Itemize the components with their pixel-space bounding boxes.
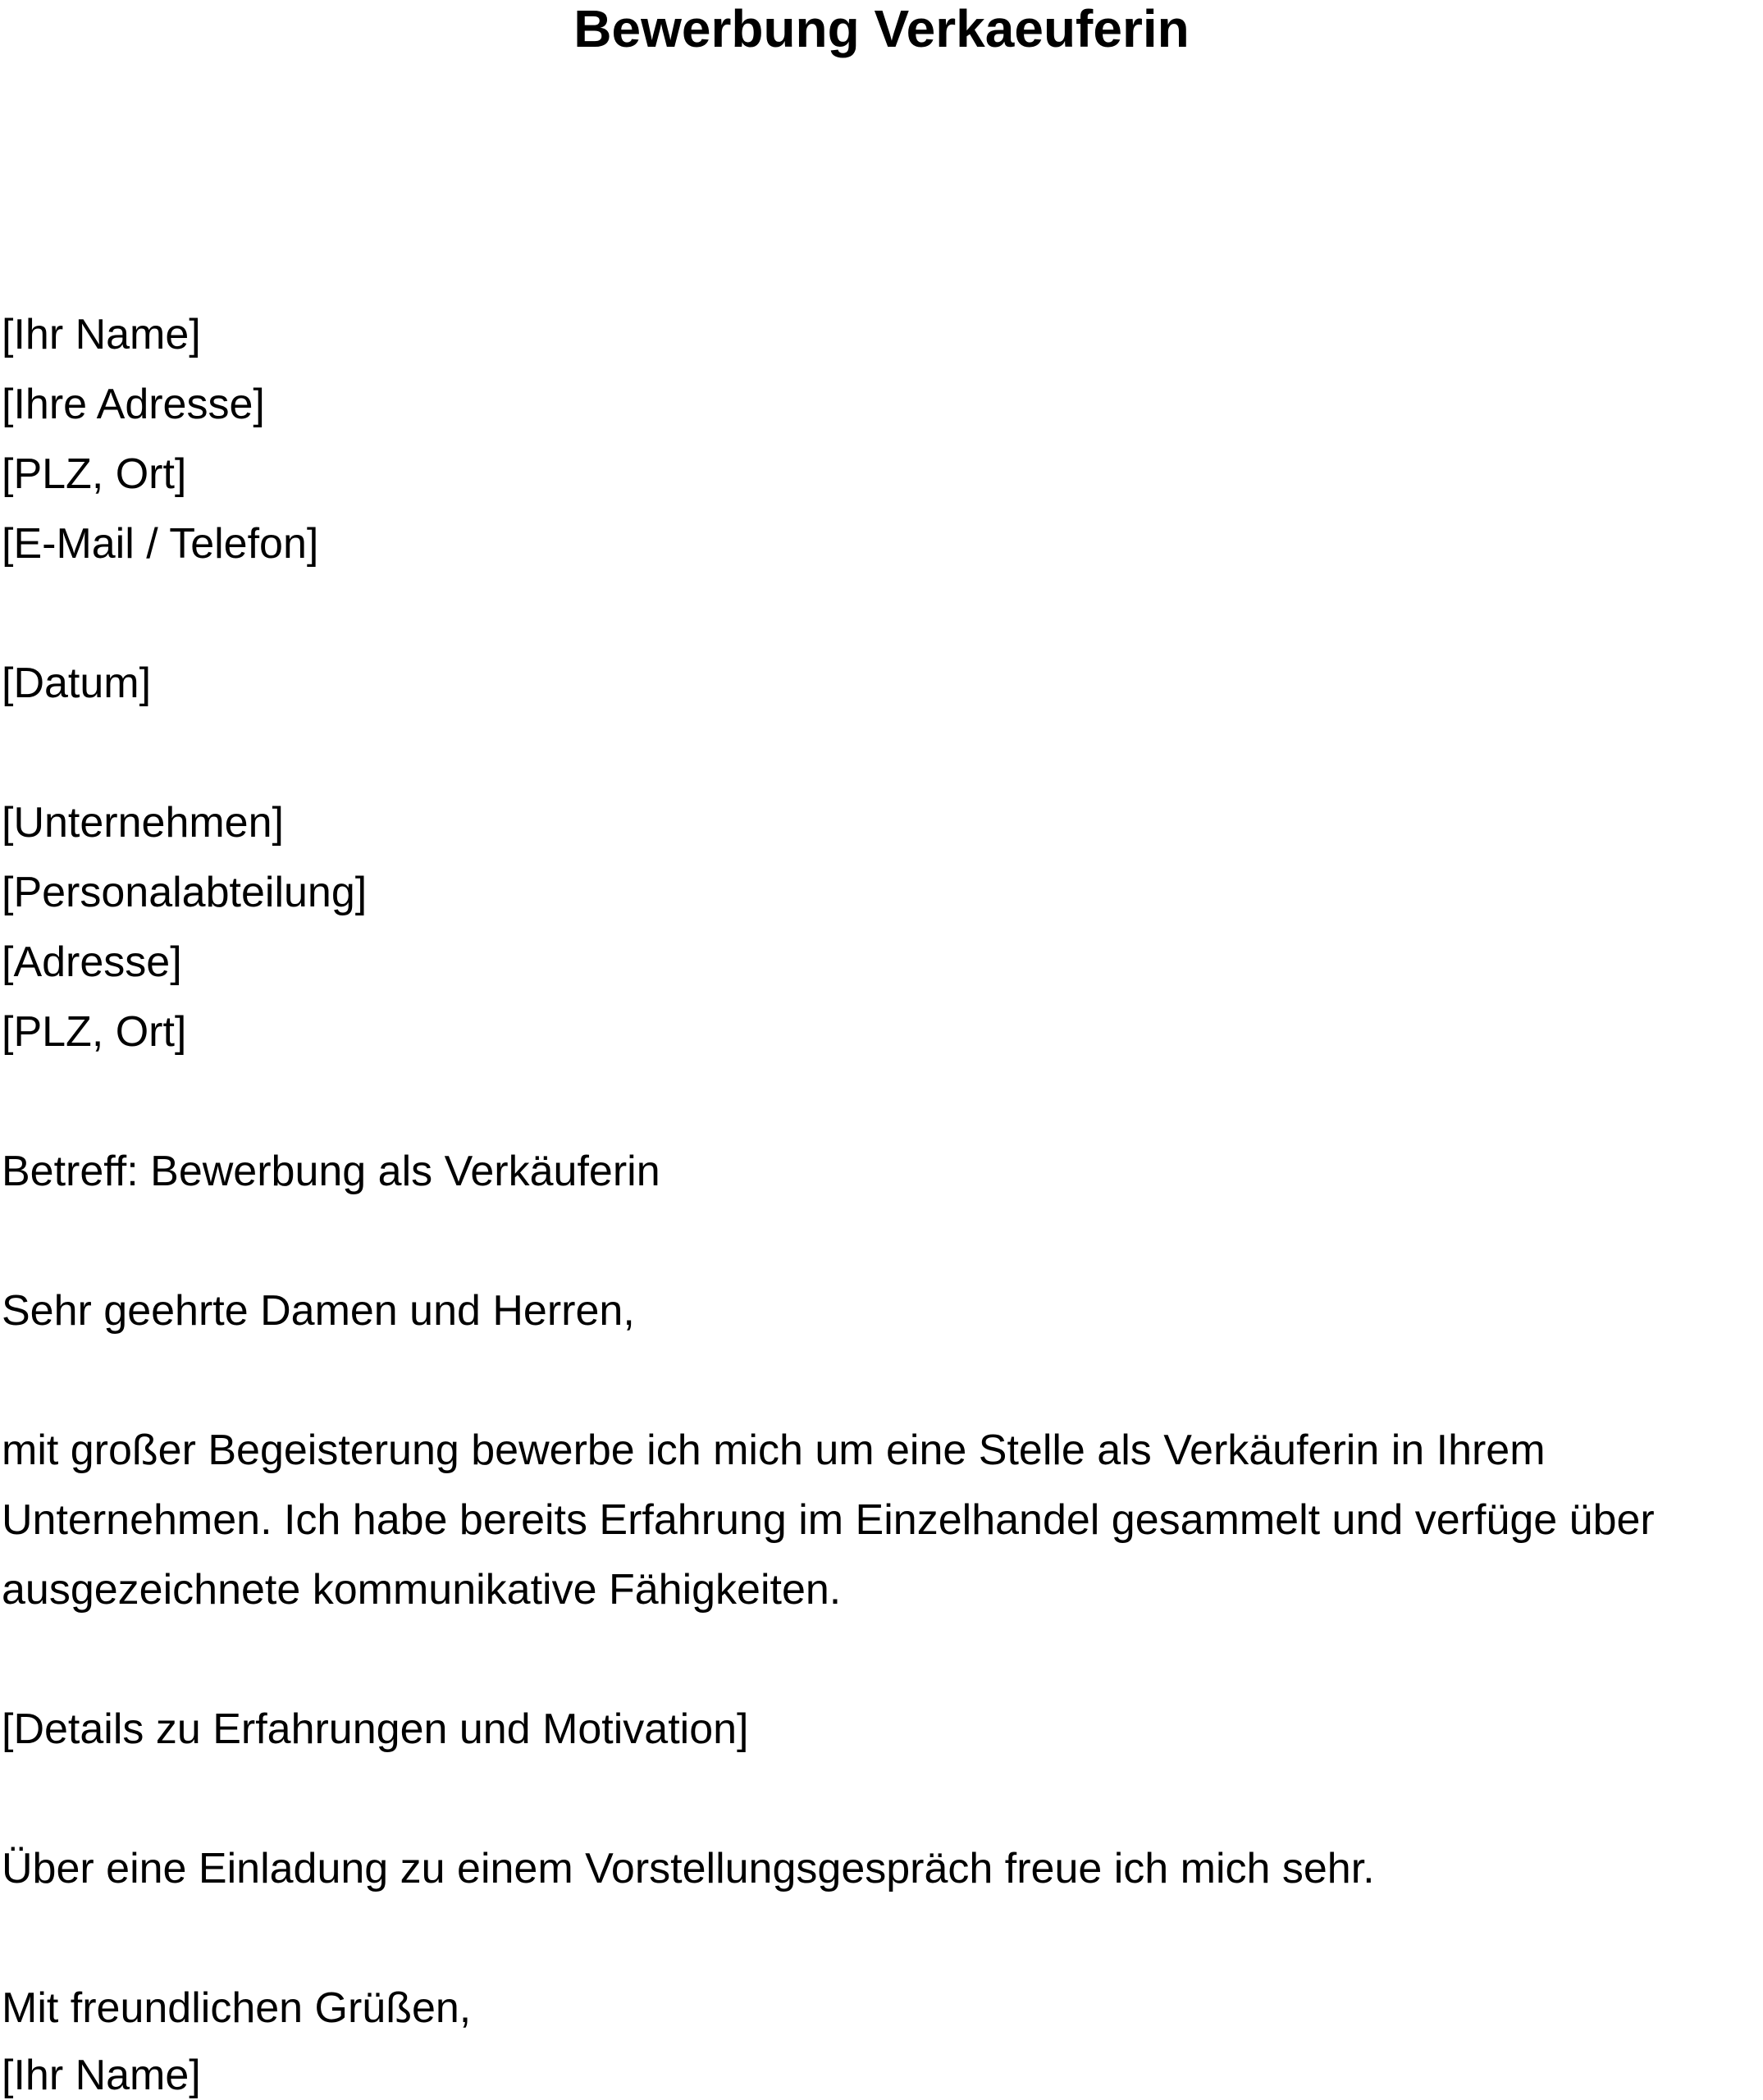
recipient-zip-city: [PLZ, Ort] xyxy=(2,1008,187,1056)
sender-name: [Ihr Name] xyxy=(2,311,201,358)
salutation: Sehr geehrte Damen und Herren, xyxy=(2,1287,635,1335)
subject-line: Betreff: Bewerbung als Verkäuferin xyxy=(2,1148,660,1195)
recipient-company: [Unternehmen] xyxy=(2,799,284,847)
sender-zip-city: [PLZ, Ort] xyxy=(2,450,187,498)
document-title: Bewerbung Verkaeuferin xyxy=(573,0,1190,58)
sender-contact: [E-Mail / Telefon] xyxy=(2,520,319,568)
closing-greeting: Mit freundlichen Grüßen, xyxy=(2,1984,472,2032)
recipient-department: [Personalabteilung] xyxy=(2,869,368,916)
sender-address: [Ihre Adresse] xyxy=(2,381,265,428)
details-placeholder: [Details zu Erfahrungen und Motivation] xyxy=(2,1705,749,1753)
body-paragraph-line: Unternehmen. Ich habe bereits Erfahrung im Einzelhandel gesammelt und verfüge über xyxy=(2,1496,1655,1544)
recipient-address: [Adresse] xyxy=(2,938,182,986)
closing-sentence: Über eine Einladung zu einem Vorstellungsgespräch freue ich mich sehr. xyxy=(2,1845,1375,1892)
body-paragraph-line: mit großer Begeisterung bewerbe ich mich um eine Stelle als Verkäuferin in Ihrem xyxy=(2,1427,1546,1474)
signature-name: [Ihr Name] xyxy=(2,2052,201,2099)
body-paragraph-line: ausgezeichnete kommunikative Fähigkeiten. xyxy=(2,1566,842,1614)
letter-date: [Datum] xyxy=(2,660,152,707)
